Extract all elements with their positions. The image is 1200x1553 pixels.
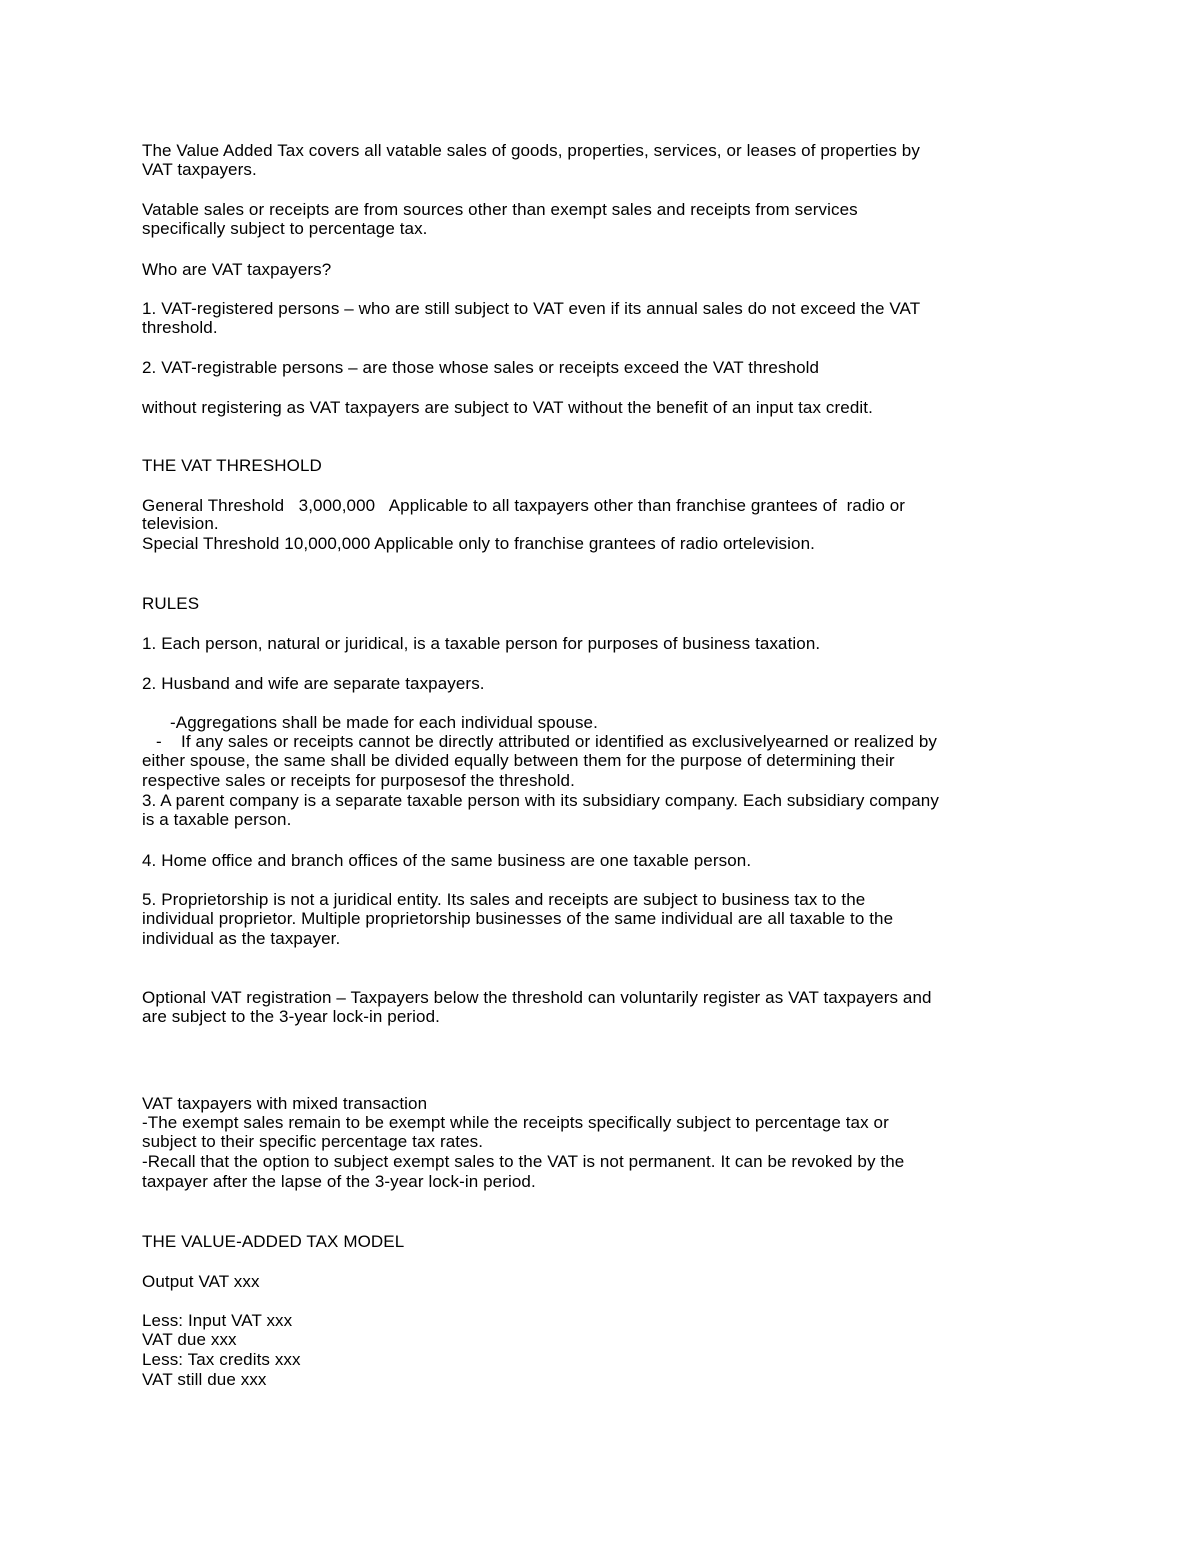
without-registering-line: without registering as VAT taxpayers are subject to VAT without the benefit of an input tax credit. (142, 398, 873, 417)
rule-1: 1. Each person, natural or juridical, is a taxable person for purposes of business taxation. (142, 634, 821, 653)
general-threshold-line-1: General Threshold 3,000,000 Applicable to all taxpayers other than franchise grantees of radio or (142, 496, 906, 515)
mixed-line-3: -Recall that the option to subject exempt sales to the VAT is not permanent. It can be revoked by the (142, 1152, 905, 1171)
rule-2-sub-2-line-2: either spouse, the same shall be divided equally between them for the purpose of determining their (142, 751, 895, 770)
vatable-line-2: specifically subject to percentage tax. (142, 219, 428, 238)
intro-line-1: The Value Added Tax covers all vatable sales of goods, properties, services, or leases of properties by (142, 141, 920, 160)
rule-5-line-3: individual as the taxpayer. (142, 929, 341, 948)
rule-2-sub-1: -Aggregations shall be made for each individual spouse. (170, 713, 598, 732)
model-less-input-vat: Less: Input VAT xxx (142, 1311, 293, 1330)
registered-line-1: 1. VAT-registered persons – who are still subject to VAT even if its annual sales do not exceed the VAT (142, 299, 921, 318)
rule-2-sub-2-line-1: - If any sales or receipts cannot be directly attributed or identified as exclusivelyearned or realized by (156, 732, 938, 751)
vatable-line-1: Vatable sales or receipts are from sources other than exempt sales and receipts from services (142, 200, 858, 219)
rules-heading: RULES (142, 594, 200, 613)
rule-3-line-2: is a taxable person. (142, 810, 292, 829)
model-vat-due: VAT due xxx (142, 1330, 237, 1349)
intro-line-2: VAT taxpayers. (142, 160, 257, 179)
rule-4: 4. Home office and branch offices of the same business are one taxable person. (142, 851, 752, 870)
rule-3-line-1: 3. A parent company is a separate taxable person with its subsidiary company. Each subsidiary company (142, 791, 939, 810)
general-threshold-line-2: television. (142, 514, 219, 533)
optional-line-1: Optional VAT registration – Taxpayers below the threshold can voluntarily register as VAT taxpayers and (142, 988, 932, 1007)
mixed-line-4: taxpayer after the lapse of the 3-year lock-in period. (142, 1172, 536, 1191)
rule-2-sub-2-line-3: respective sales or receipts for purposesof the threshold. (142, 771, 575, 790)
special-threshold-line: Special Threshold 10,000,000 Applicable only to franchise grantees of radio ortelevision. (142, 534, 815, 553)
optional-line-2: are subject to the 3-year lock-in period. (142, 1007, 440, 1026)
registrable-line: 2. VAT-registrable persons – are those whose sales or receipts exceed the VAT threshold (142, 358, 820, 377)
threshold-heading: THE VAT THRESHOLD (142, 456, 322, 475)
rule-5-line-1: 5. Proprietorship is not a juridical entity. Its sales and receipts are subject to business tax to the (142, 890, 866, 909)
mixed-line-1: -The exempt sales remain to be exempt while the receipts specifically subject to percentage tax or (142, 1113, 889, 1132)
mixed-line-2: subject to their specific percentage tax rates. (142, 1132, 484, 1151)
model-output-vat: Output VAT xxx (142, 1272, 260, 1291)
mixed-heading: VAT taxpayers with mixed transaction (142, 1094, 428, 1113)
model-less-tax-credits: Less: Tax credits xxx (142, 1350, 301, 1369)
model-vat-still-due: VAT still due xxx (142, 1370, 267, 1389)
registered-line-2: threshold. (142, 318, 218, 337)
model-heading: THE VALUE-ADDED TAX MODEL (142, 1232, 405, 1251)
rule-5-line-2: individual proprietor. Multiple proprietorship businesses of the same individual are all taxable to the (142, 909, 894, 928)
question-heading: Who are VAT taxpayers? (142, 260, 332, 279)
rule-2: 2. Husband and wife are separate taxpayers. (142, 674, 485, 693)
